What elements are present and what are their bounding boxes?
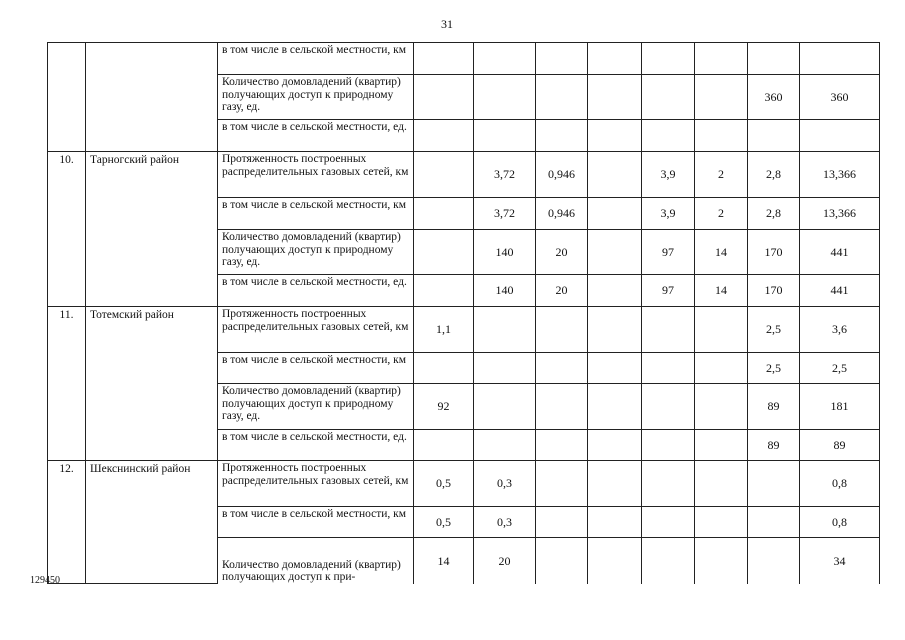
row-number: 11.	[48, 307, 86, 461]
value-cell	[588, 384, 642, 430]
value-cell	[642, 384, 695, 430]
value-cell: 0,8	[800, 507, 880, 538]
value-cell	[748, 43, 800, 75]
value-cell	[588, 75, 642, 120]
value-cell	[474, 43, 536, 75]
value-cell: 2,8	[748, 198, 800, 230]
value-cell	[536, 507, 588, 538]
row-number: 12.	[48, 461, 86, 584]
indicator-label: в том числе в сельской местности, км	[218, 353, 414, 384]
value-cell	[642, 461, 695, 507]
value-cell: 20	[474, 538, 536, 584]
value-cell: 92	[414, 384, 474, 430]
value-cell: 1,1	[414, 307, 474, 353]
value-cell	[536, 461, 588, 507]
indicator-label: Протяженность построенных распределительных газовых сетей, км	[218, 461, 414, 507]
value-cell	[474, 75, 536, 120]
value-cell	[588, 152, 642, 198]
value-cell: 3,72	[474, 198, 536, 230]
value-cell	[588, 198, 642, 230]
value-cell: 360	[748, 75, 800, 120]
value-cell: 0,3	[474, 461, 536, 507]
region-name: Тотемский район	[86, 307, 218, 461]
value-cell: 3,9	[642, 152, 695, 198]
value-cell	[588, 538, 642, 584]
value-cell	[642, 430, 695, 461]
value-cell	[695, 307, 748, 353]
value-cell	[536, 120, 588, 152]
value-cell	[695, 120, 748, 152]
indicator-label: в том числе в сельской местности, ед.	[218, 430, 414, 461]
value-cell: 0,946	[536, 198, 588, 230]
region-name: Тарногский район	[86, 152, 218, 307]
value-cell	[695, 353, 748, 384]
value-cell: 14	[695, 275, 748, 307]
value-cell	[642, 307, 695, 353]
value-cell	[800, 120, 880, 152]
value-cell	[695, 384, 748, 430]
value-cell: 441	[800, 275, 880, 307]
table-row	[48, 461, 880, 507]
indicator-label: Количество домовладений (квартир) получающих доступ к при-	[218, 538, 414, 584]
value-cell	[474, 430, 536, 461]
value-cell: 14	[414, 538, 474, 584]
value-cell	[536, 307, 588, 353]
value-cell	[588, 120, 642, 152]
value-cell	[474, 120, 536, 152]
value-cell: 3,6	[800, 307, 880, 353]
value-cell: 97	[642, 275, 695, 307]
value-cell	[588, 230, 642, 275]
value-cell: 0,3	[474, 507, 536, 538]
value-cell: 140	[474, 230, 536, 275]
page-number: 31	[441, 17, 453, 31]
value-cell: 441	[800, 230, 880, 275]
value-cell: 3,9	[642, 198, 695, 230]
value-cell	[695, 75, 748, 120]
value-cell: 181	[800, 384, 880, 430]
value-cell	[588, 43, 642, 75]
value-cell	[414, 43, 474, 75]
value-cell: 0,946	[536, 152, 588, 198]
value-cell	[414, 152, 474, 198]
value-cell	[748, 538, 800, 584]
value-cell: 0,5	[414, 461, 474, 507]
value-cell	[748, 461, 800, 507]
value-cell	[748, 120, 800, 152]
value-cell	[536, 538, 588, 584]
indicator-label: в том числе в сельской местности, км	[218, 198, 414, 230]
value-cell	[695, 430, 748, 461]
value-cell	[414, 230, 474, 275]
value-cell	[536, 353, 588, 384]
value-cell	[414, 120, 474, 152]
value-cell	[474, 384, 536, 430]
value-cell	[536, 430, 588, 461]
value-cell	[414, 75, 474, 120]
value-cell	[695, 507, 748, 538]
indicator-label: в том числе в сельской местности, км	[218, 507, 414, 538]
value-cell	[642, 538, 695, 584]
value-cell	[536, 43, 588, 75]
indicator-label: Протяженность построенных распределительных газовых сетей, км	[218, 307, 414, 353]
value-cell	[800, 43, 880, 75]
value-cell: 20	[536, 275, 588, 307]
value-cell	[588, 275, 642, 307]
value-cell: 2	[695, 152, 748, 198]
value-cell: 170	[748, 230, 800, 275]
value-cell	[414, 353, 474, 384]
value-cell	[474, 353, 536, 384]
value-cell	[588, 461, 642, 507]
indicator-label: Протяженность построенных распределительных газовых сетей, км	[218, 152, 414, 198]
value-cell: 89	[748, 430, 800, 461]
value-cell	[414, 430, 474, 461]
value-cell	[588, 507, 642, 538]
value-cell: 89	[800, 430, 880, 461]
document-code: 129450	[30, 575, 60, 586]
value-cell	[748, 507, 800, 538]
value-cell: 89	[748, 384, 800, 430]
indicator-label: в том числе в сельской местности, ед.	[218, 275, 414, 307]
value-cell	[642, 120, 695, 152]
value-cell	[695, 538, 748, 584]
value-cell	[414, 275, 474, 307]
value-cell	[588, 353, 642, 384]
value-cell	[536, 75, 588, 120]
value-cell	[536, 384, 588, 430]
region-name	[86, 43, 218, 152]
value-cell	[588, 430, 642, 461]
table-row	[48, 43, 880, 75]
value-cell: 0,5	[414, 507, 474, 538]
value-cell: 360	[800, 75, 880, 120]
value-cell: 14	[695, 230, 748, 275]
value-cell: 2,8	[748, 152, 800, 198]
value-cell: 13,366	[800, 198, 880, 230]
region-name: Шекснинский район	[86, 461, 218, 584]
value-cell: 13,366	[800, 152, 880, 198]
indicator-label: Количество домовладений (квартир) получающих доступ к природному газу, ед.	[218, 384, 414, 430]
indicator-label: в том числе в сельской местности, ед.	[218, 120, 414, 152]
value-cell	[414, 198, 474, 230]
value-cell: 2,5	[800, 353, 880, 384]
value-cell: 34	[800, 538, 880, 584]
value-cell: 0,8	[800, 461, 880, 507]
value-cell	[695, 461, 748, 507]
value-cell: 2	[695, 198, 748, 230]
value-cell: 2,5	[748, 307, 800, 353]
indicator-label: в том числе в сельской местности, км	[218, 43, 414, 75]
value-cell	[474, 307, 536, 353]
gasification-table	[47, 42, 880, 584]
table-row	[48, 152, 880, 198]
value-cell	[642, 43, 695, 75]
value-cell	[588, 307, 642, 353]
value-cell: 3,72	[474, 152, 536, 198]
table-row	[48, 307, 880, 353]
indicator-label: Количество домовладений (квартир) получающих доступ к природному газу, ед.	[218, 230, 414, 275]
row-number: 10.	[48, 152, 86, 307]
value-cell: 2,5	[748, 353, 800, 384]
indicator-label: Количество домовладений (квартир) получающих доступ к природному газу, ед.	[218, 75, 414, 120]
value-cell	[695, 43, 748, 75]
value-cell: 97	[642, 230, 695, 275]
value-cell	[642, 75, 695, 120]
value-cell	[642, 353, 695, 384]
value-cell: 140	[474, 275, 536, 307]
value-cell	[642, 507, 695, 538]
row-number	[48, 43, 86, 152]
value-cell: 20	[536, 230, 588, 275]
value-cell: 170	[748, 275, 800, 307]
